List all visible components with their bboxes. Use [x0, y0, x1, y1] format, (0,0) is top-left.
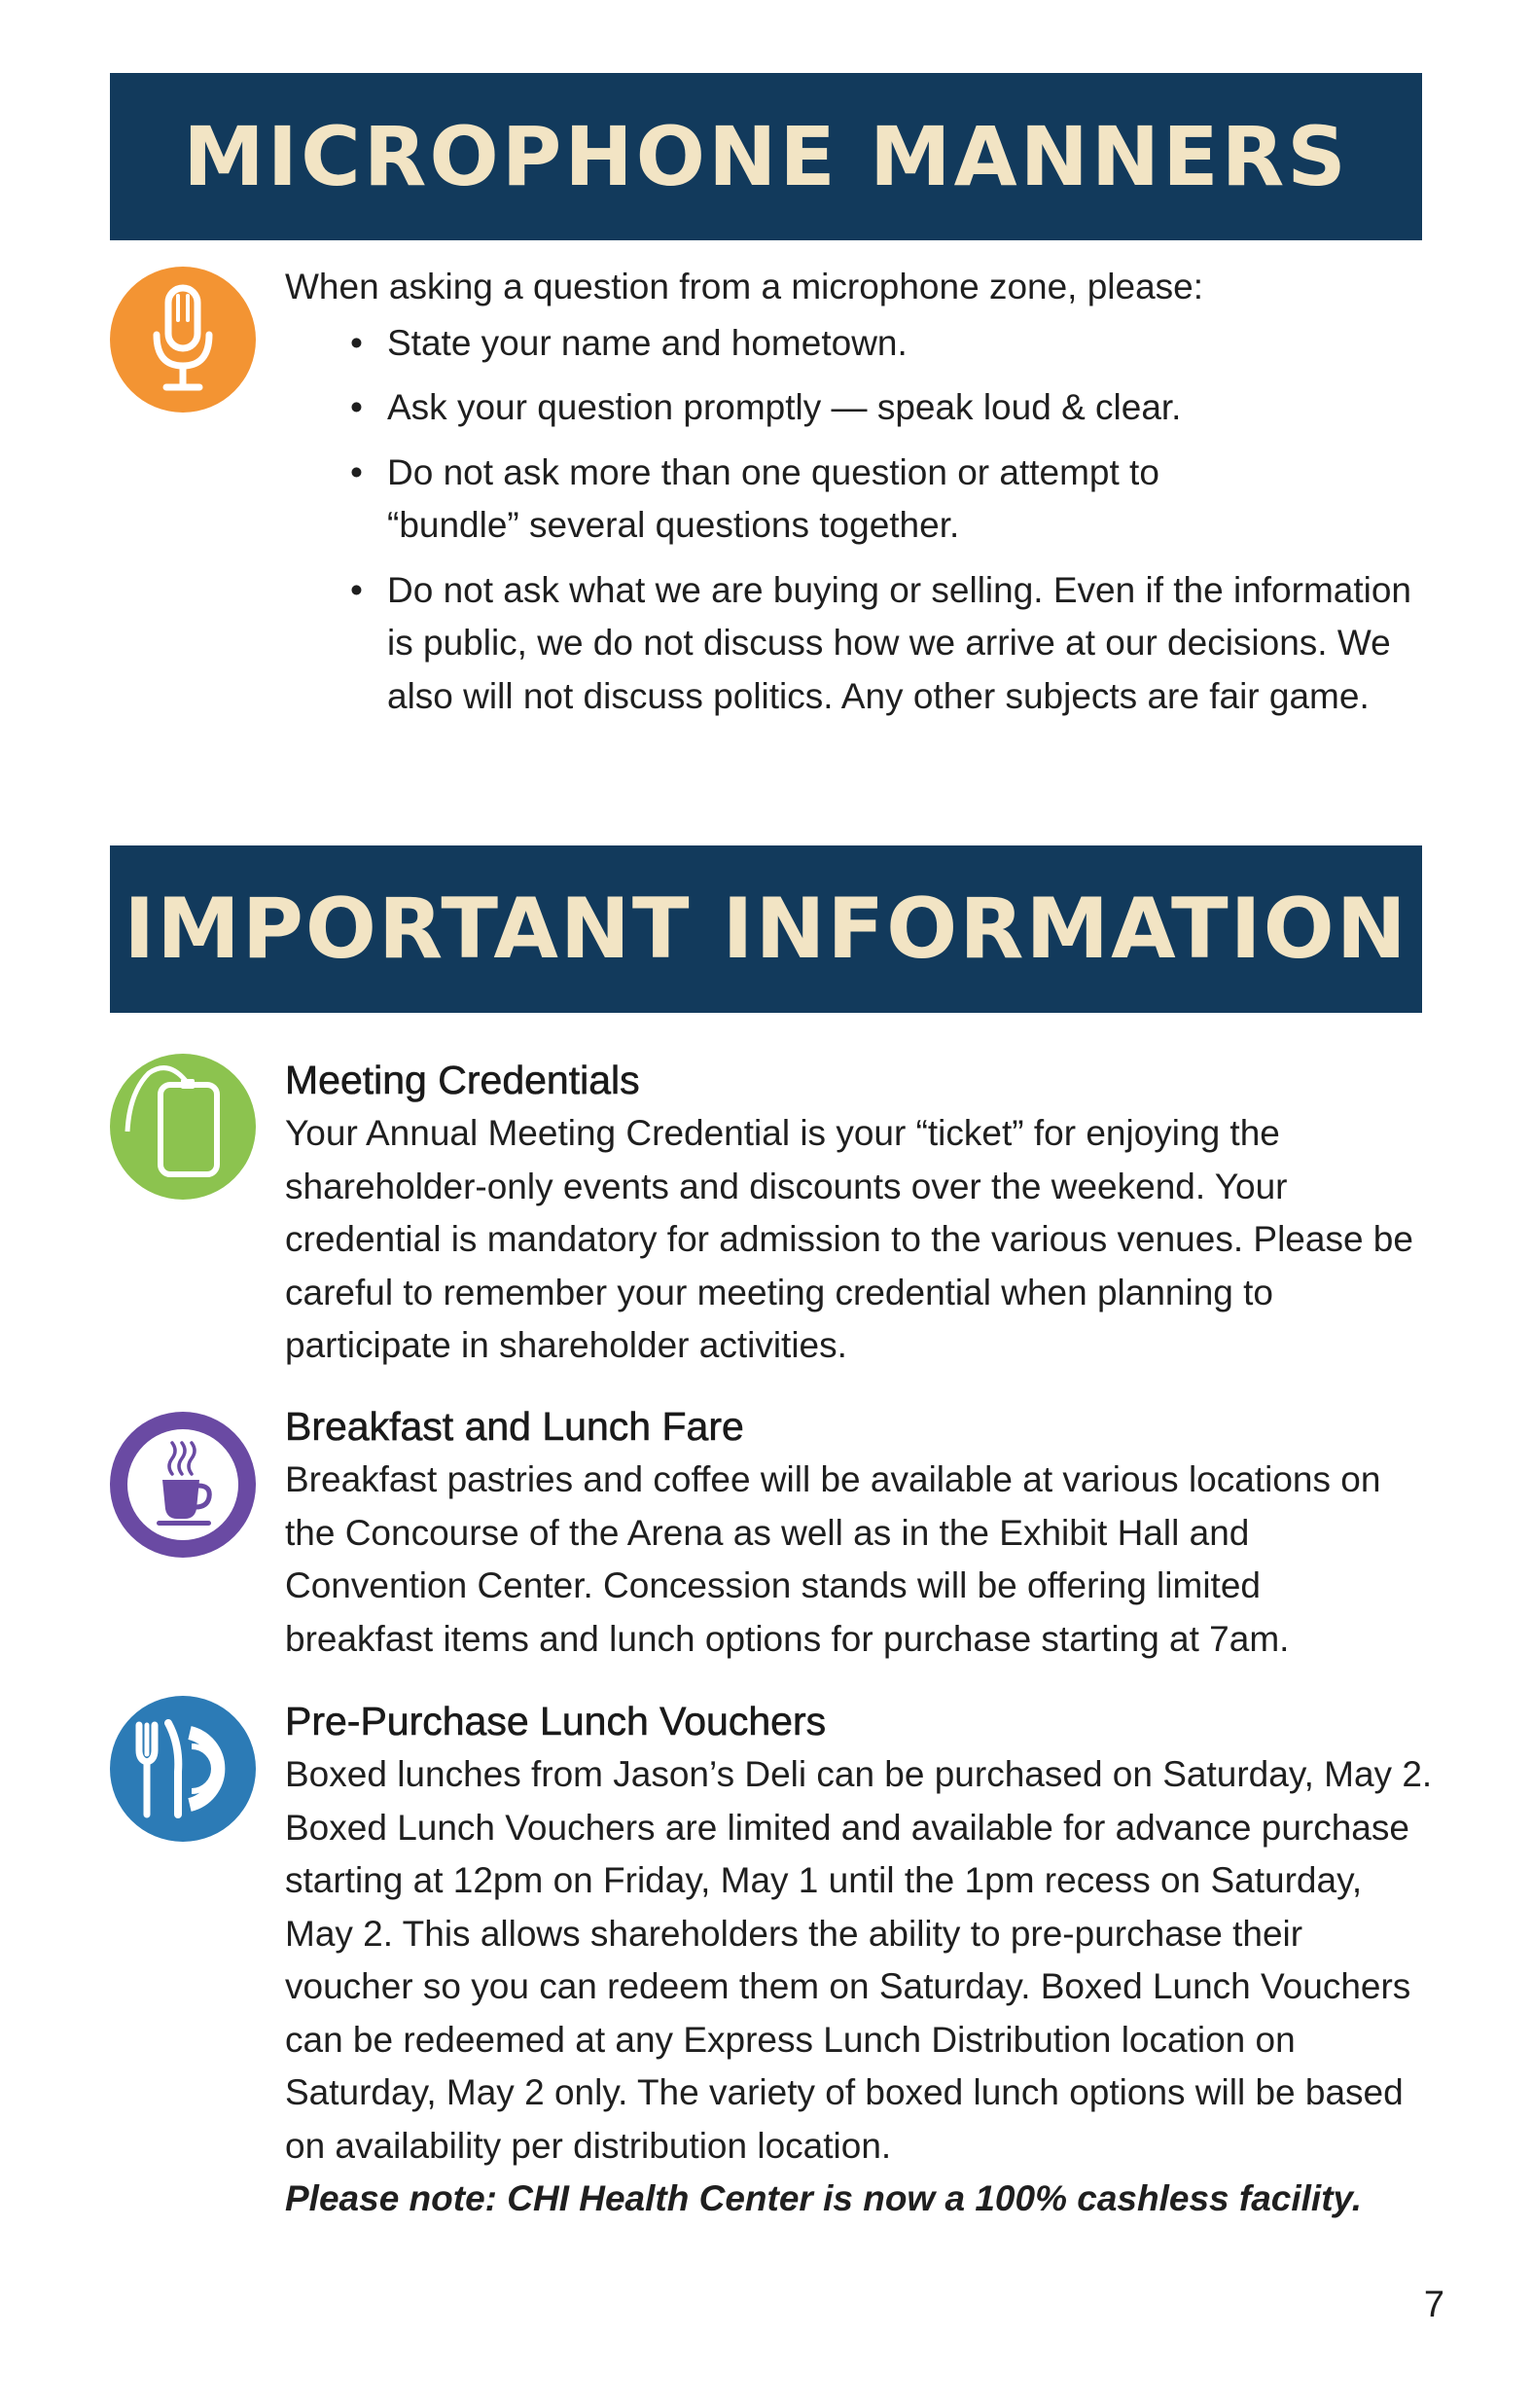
breakfast-lunch-section — [285, 1399, 1433, 1666]
list-item: • Do not ask more than one question or attempt to “bundle” several questions together. — [338, 447, 1433, 553]
meeting-credentials-heading: Meeting Credentials — [285, 1058, 640, 1102]
microphone-rules-list — [285, 317, 1433, 724]
list-item: • Ask your question promptly — speak loud & clear. — [338, 381, 1433, 435]
microphone-manners-title: MICROPHONE MANNERS — [183, 109, 1349, 204]
list-item: • State your name and hometown. — [338, 317, 1433, 371]
page-number: 7 — [1423, 2284, 1444, 2325]
important-information-banner — [110, 845, 1422, 1013]
important-information-title: IMPORTANT INFORMATION — [124, 881, 1408, 978]
cashless-note: Please note: CHI Health Center is now a 100% cashless facility. — [285, 2178, 1363, 2218]
list-item: • Do not ask what we are buying or selling. Even if the information is public, we do not discuss how we arrive at our decisions. We also will not discuss politics. Any other subjects are fair game. — [338, 564, 1433, 724]
fork-knife-plate-icon — [110, 1696, 256, 1842]
breakfast-lunch-body: Breakfast pastries and coffee will be available at various locations on the Concourse of the Arena as well as in the Exhibit Hall and Convention Center. Concession stands will be offering limited breakfast items and lunch options for purchase starting at 7am. — [285, 1459, 1381, 1659]
coffee-cup-icon — [110, 1412, 256, 1558]
microphone-icon — [110, 267, 256, 413]
lunch-vouchers-heading: Pre-Purchase Lunch Vouchers — [285, 1699, 827, 1743]
lunch-vouchers-section — [285, 1694, 1433, 2226]
microphone-intro: When asking a question from a microphone zone, please: — [285, 267, 1204, 306]
breakfast-lunch-heading: Breakfast and Lunch Fare — [285, 1404, 744, 1449]
meeting-credentials-section — [285, 1053, 1433, 1373]
credential-badge-icon — [110, 1054, 256, 1200]
meeting-credentials-body: Your Annual Meeting Credential is your “ticket” for enjoying the shareholder-only events and discounts over the weekend. Your credential is mandatory for admission to the various venues. Please be careful to remember your meeting credential when planning to participate in shareholder activities. — [285, 1113, 1413, 1365]
microphone-manners-banner — [110, 73, 1422, 240]
lunch-vouchers-body: Boxed lunches from Jason’s Deli can be purchased on Saturday, May 2. Boxed Lunch Vouchers are limited and available for advance purchase starting at 12pm on Friday, May 1 until the 1pm recess on Saturday, May 2. This allows shareholders the ability to pre-purchase their voucher so you can redeem them on Saturday. Boxed Lunch Vouchers can be redeemed at any Express Lunch Distribution location on Saturday, May 2 only. The variety of boxed lunch options will be based on availability per distribution location. — [285, 1754, 1433, 2166]
microphone-manners-content — [285, 261, 1433, 735]
